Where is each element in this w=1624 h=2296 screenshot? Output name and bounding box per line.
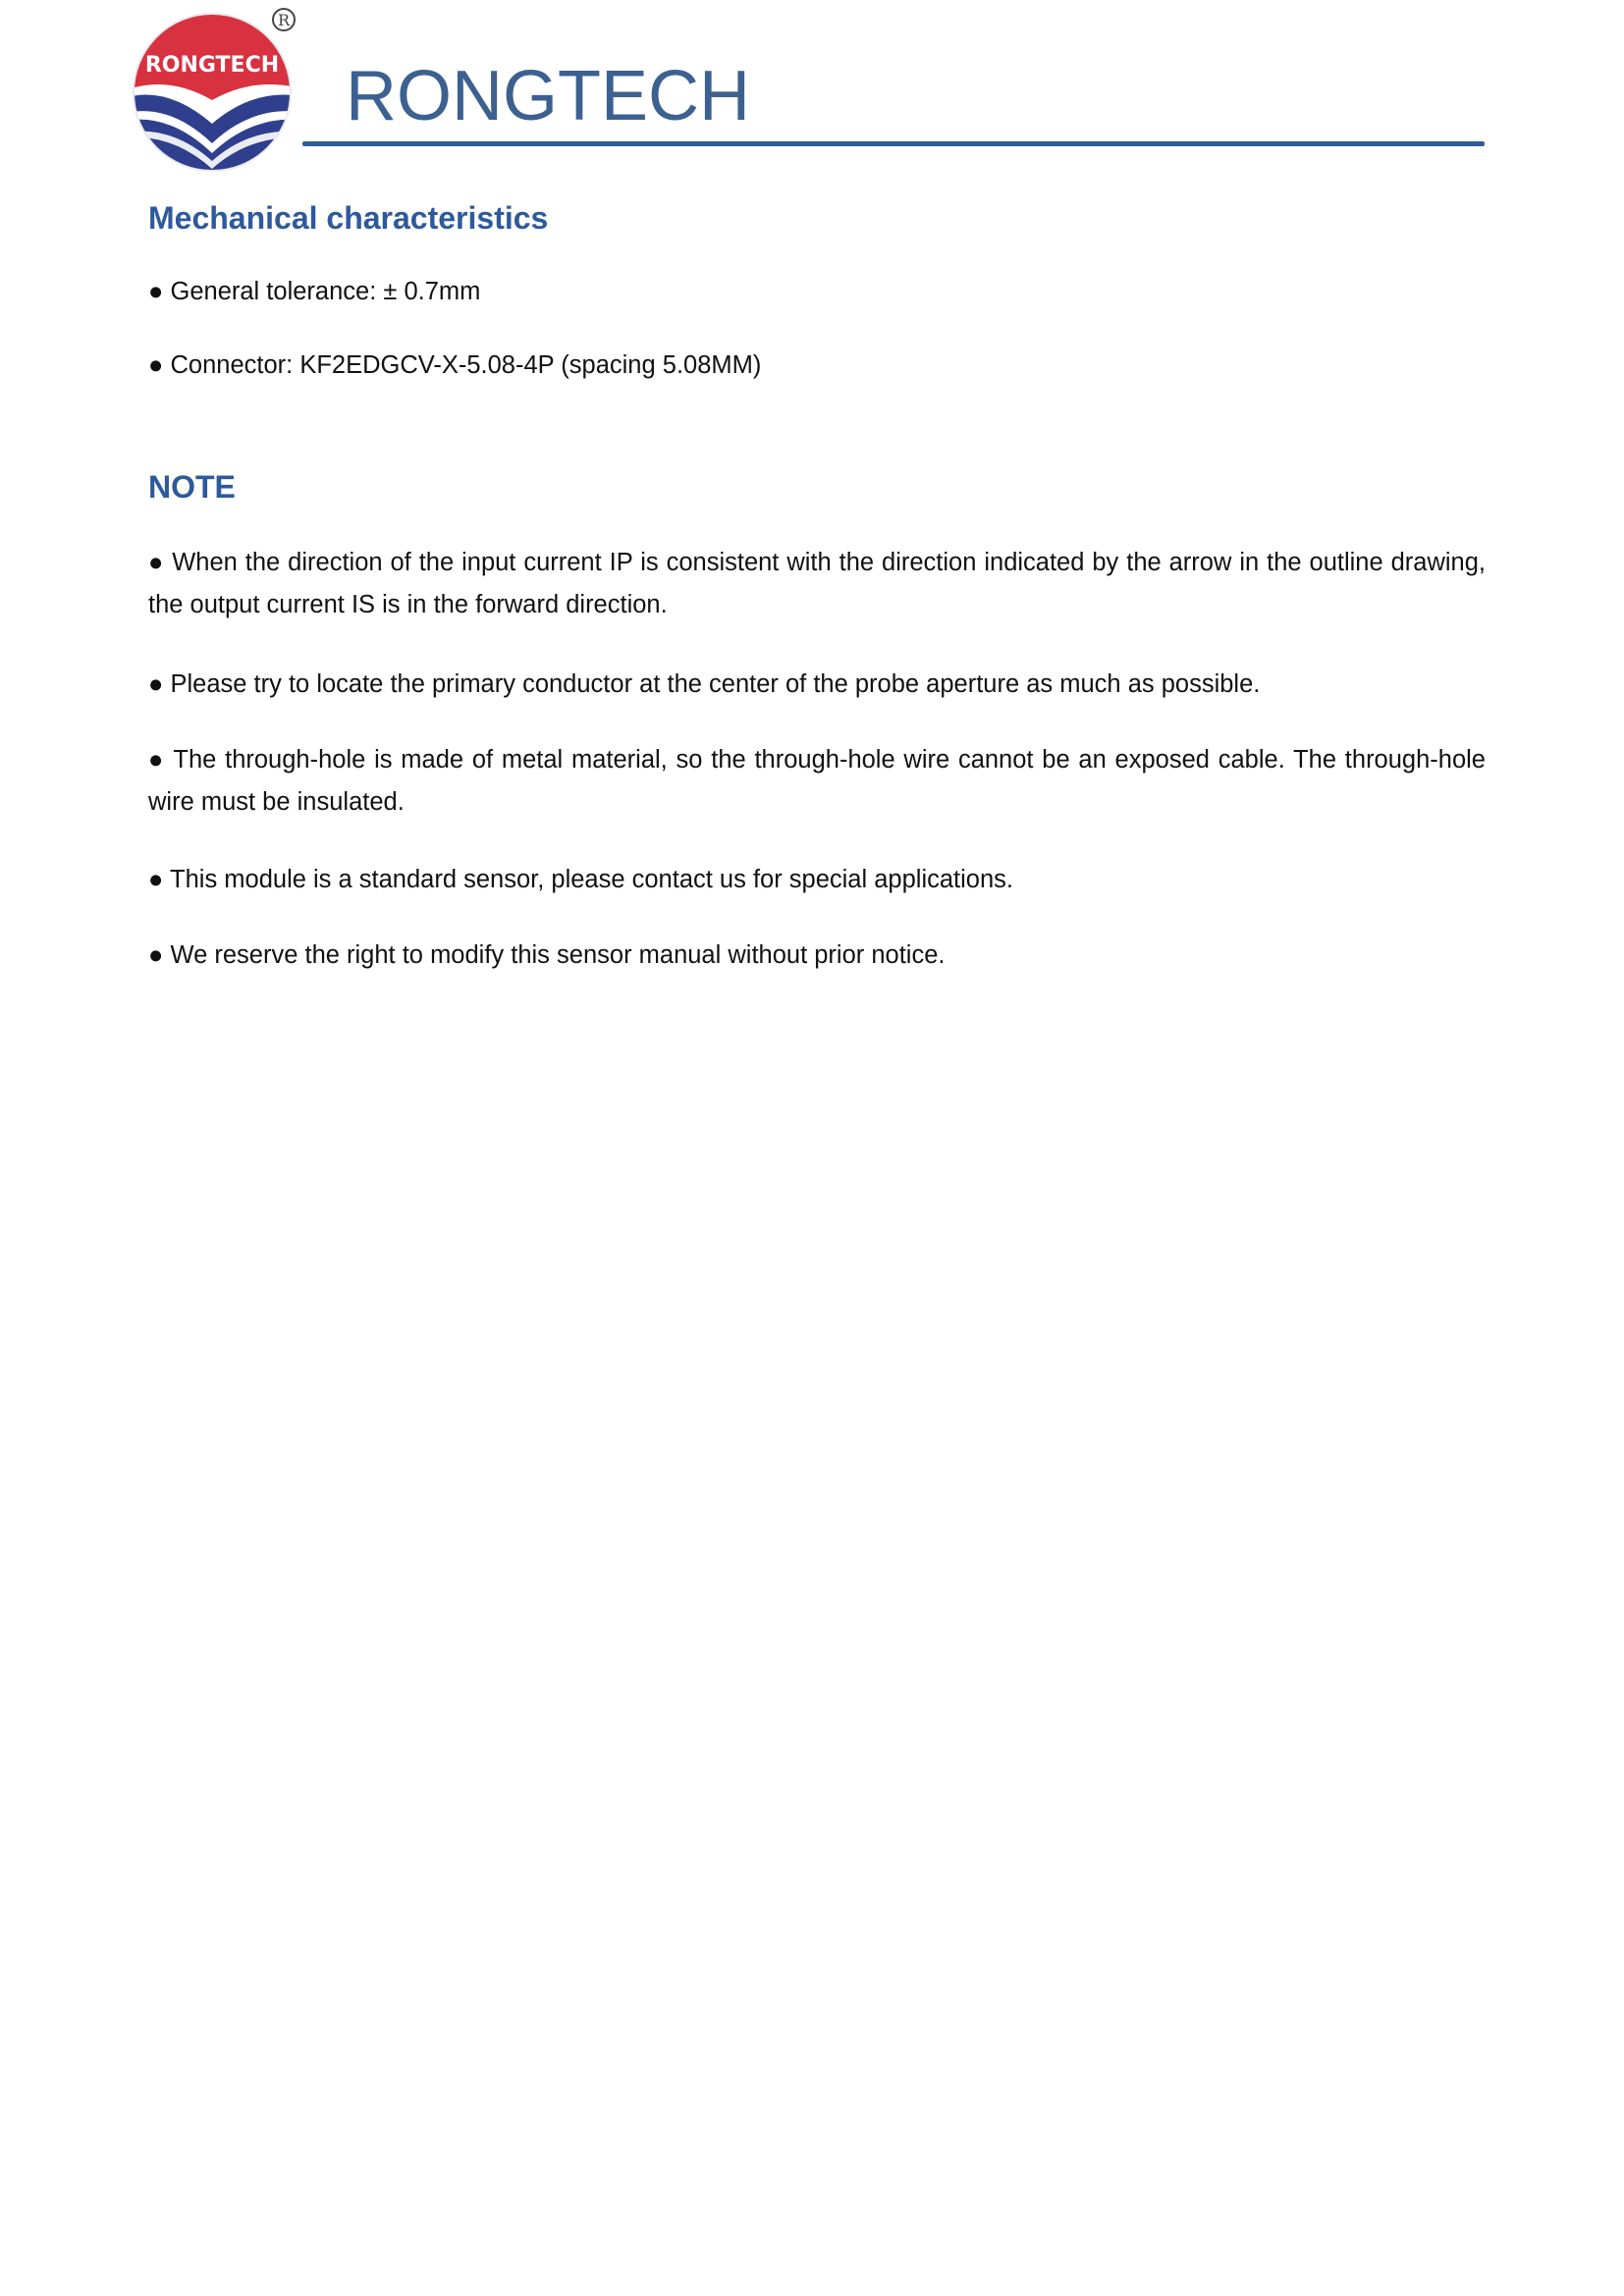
rongtech-logo <box>132 6 300 173</box>
note-item-modification-rights: ● We reserve the right to modify this sensor manual without prior notice. <box>148 941 946 969</box>
note-item-conductor-position: ● Please try to locate the primary conductor at the center of the probe aperture as much as possible. <box>148 670 1261 698</box>
bullet-icon: ● <box>148 746 166 774</box>
bullet-icon: ● <box>148 549 165 576</box>
note-item-insulation: ● The through-hole is made of metal material, so the through-hole wire cannot be an exposed cable. The through-hole wire must be insulated. <box>148 746 1486 816</box>
bullet-icon: ● <box>148 351 164 379</box>
brand-title: RONGTECH <box>346 57 750 135</box>
bullet-icon: ● <box>148 670 164 698</box>
bullet-icon: ● <box>148 866 164 893</box>
svg-text:R: R <box>277 11 291 29</box>
header-rule <box>302 141 1485 146</box>
logo-wordmark: RONGTECH <box>144 53 280 78</box>
bullet-icon: ● <box>148 941 164 969</box>
bullet-icon: ● <box>148 278 164 305</box>
note-item-current-direction: ● When the direction of the input current IP is consistent with the direction indicated by the arrow in the outline drawing, the output current IS is in the forward direction. <box>148 549 1486 618</box>
note-item-standard-sensor: ● This module is a standard sensor, please contact us for special applications. <box>148 866 1014 893</box>
mechanical-item-tolerance: ● General tolerance: ± 0.7mm <box>148 278 481 305</box>
mechanical-item-connector: ● Connector: KF2EDGCV-X-5.08-4P (spacing 5.08MM) <box>148 351 762 379</box>
mechanical-characteristics-heading: Mechanical characteristics <box>148 200 549 236</box>
note-heading: NOTE <box>148 469 236 505</box>
page-header <box>0 0 1624 177</box>
